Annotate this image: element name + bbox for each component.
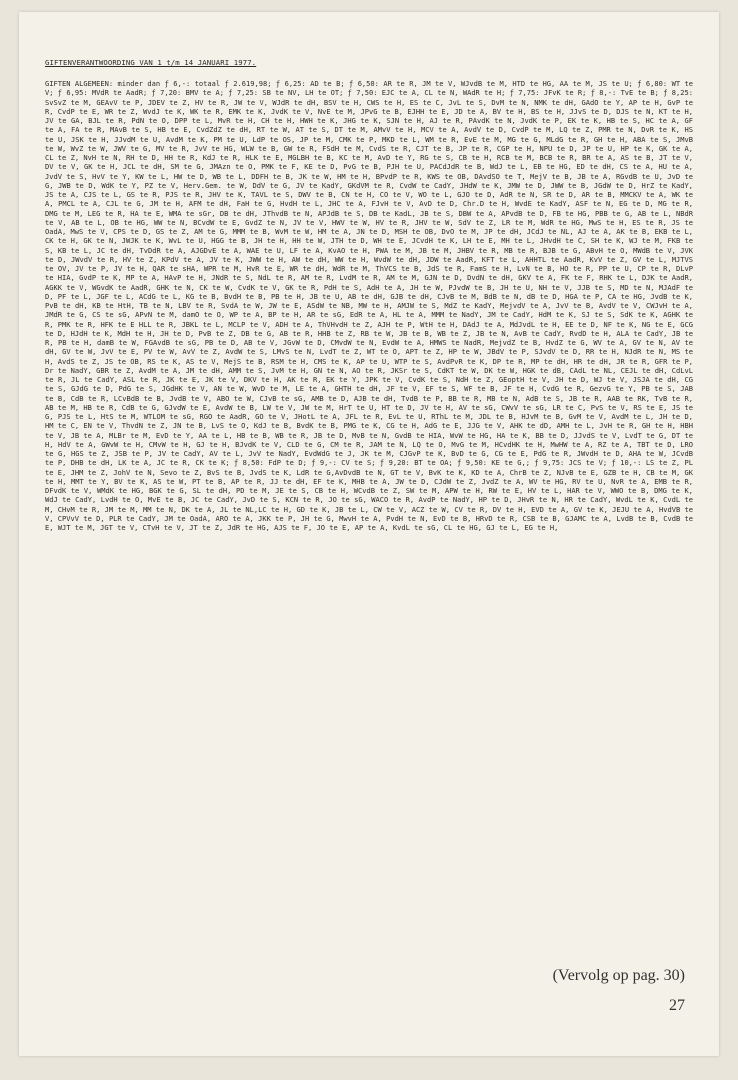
continued-note: (Vervolg op pag. 30) bbox=[552, 967, 685, 984]
page-title: GIFTENVERANTWOORDING VAN 1 t/m 14 JANUARI 1977. bbox=[45, 58, 257, 67]
page-number: 27 bbox=[669, 997, 685, 1014]
document-page bbox=[19, 12, 719, 1056]
donations-list: GIFTEN ALGEMEEN: minder dan ƒ 6,-: totaal ƒ 2.619,98; ƒ 6,25: AD te B; ƒ 6,50: AR te R, JM te V, WJvdB te M, HTD te HG, AA te M, JS te U; ƒ 6,80: WT te V; ƒ 6,95: MVdR te AadR; ƒ 7,20: BMV te A; ƒ 7,25: SB te NV, LH te OT; ƒ 7,50: EJC te A, CL te N, WAdR te H; ƒ 7,75: JFvK te R; ƒ 8,-: TvE te B; ƒ 8,25: SvSvZ te M, GEAvV te P, JDEV te Z, HV te R, JW te V, WJdR te dH, BSV te H, CWS te H, ES te C, JvL te S, DvM te N, NMK te dH, GAdO te Y, AP te H, GvP te R, CvdP te E, WR te Z, WvdJ te K, WK te R, EMK te K, JvdK te V, NvE te M, JPvG te B, EJHH te E, JD te A, BV te H, BS te H, JJvS te D, DJS te N, KT te H, JV te GA, BJL te R, PdN te O, DPP te L, MvR te H, CH te H, HWH te K, JHG te K, SJN te H, AJ te R, PAvdK te N, JvdK te P, EK te K, HB te S, HC te A, GF te A, FA te R, MAvB te S, HB te E, CvdZdZ te dH, RT te W, AT te S, DT te M, AMvV te H, MCV te A, AvdV te D, CvdP te M, LQ te Z, PMR te N, DvR te K, HS te U, JSK te H, JJvdM te U, AvdM te K, PM te U, LdP te OS, JP te M, CMK te P, MKD te L, WM te R, EvE te M, MG te G, MLdG te R, GH te H, ABA te S, JMvB te W, WvZ te W, JWV te G, MV te R, JvV te HG, WLW te B, GW te R, FSdH te M, CvdS te R, CJT te B, JP te R, CGP te H, NPU te D, JP te U, HP te K, GK te A, CL te Z, NvH te N, RH te D, HH te R, KdJ te R, HLK te E, MGLBH te B, KC te M, AvD te Y, RG te S, CB te H, RCB te M, BCB te R, BR te A, AS te B, JT te V, DV te V, GK te H, JCL te dH, SM te G, JMAzn te O, PMK te F, KE te D, PvG te B, PJH te U, PACdJdR te B, WdJ te L, EB te HG, ED te dH, CS te A, HU te A, JvdV te S, HvV te Y, KW te L, HW te D, WB te L, DDFH te B, JK te W, HM te H, BPvdP te R, KWS te OB, DAvdSO te T, MejV te B, JB te A, RGvdB te U, JvD te G, JWB te D, WdK te Y, PZ te V, Herv.Gem. te W, DdV te G, JV te KadY, GKdVM te R, CvdW te CadY, JHdW te K, JMW te D, JWW te B, JGdW te D, HrZ te KadY, JS te A, CJS te L, GS te R, PJS te R, JHV te K, TAVL te S, DWV te B, CN te H, CO te V, WO te L, GJO te D, AdR te N, SR te D, AR te B, MMCKV te A, WK te A, PMCL te A, CJL te G, JM te H, AFM te dH, FaH te G, HvdH te L, JHC te A, FJvH te V, AvD te D, Chr.D te H, WvdE te KadY, ASF te N, EG te D, MG te R, DMG te M, LEG te R, HA te E, WMA te sGr, DB te dH, JThvdB te N, APJdB te S, DB te KadL, JB te S, DBW te A, APvdB te D, FB te HG, PBB te G, AB te L, NBdR te V, AB te L, OB te HG, WW te N, BCvdW te E, GvdZ te N, JV te V, HWV te W, HV te R, JHV te W, SdV te Z, LR te M, WdR te HG, MwS te H, ES te R, JS te OadA, MwS te V, CPS te D, GS te Z, AM te G, MMM te B, WvM te W, HM te A, JN te D, MSH te OB, DvO te M, JP te dH, JCdJ te NL, AJ te A, AK te B, EKB te L, CK te H, GK te N, JWJK te K, WvL te U, HGG te B, JH te H, HH te W, JTH te D, WH te E, JCvdH te K, LH te E, MH te L, JHvdH te C, SH te K, WJ te M, FKB te S, KB te L, JC te dH, TvDdR te A, AJGDvE te A, WAE te U, LF te A, KvAO te H, PWA te M, JB te M, JHBV te R, MB te R, BJB te G, ABvH te O, MWdB te V, JVK te D, JWvdV te R, HV te Z, KPdV te A, JV te K, JWW te H, AW te dH, WW te H, WvdW te dH, JDW te AadR, KFT te L, AHHTL te AadR, KvV te Z, GV te L, MJTVS te OV, JV te P, JV te H, QAR te sHA, WPR te M, HvR te E, WR te dH, WdR te M, ThVCS te B, JdS te R, FamS te H, LvN te B, HO te R, PP te U, CP te R, DLvP te HIA, GvdP te K, MP te A, HAvP te H, JNdR te S, NdL te R, AM te R, LvdM te R, AM te M, GJN te D, DvdN te dH, GKV te A, FK te F, RHK te L, DJK te AadR, AGKK te V, WGvdK te AadR, GHK te N, CK te W, CvdK te V, GK te R, PdH te S, AdH te A, JH te W, PJvdW te B, JH te U, NH te V, JJB te S, MD te N, MJAdF te D, PF te L, JGF te L, ACdG te L, KG te B, BvdH te B, PB te H, JB te U, AB te dH, GJB te dH, CJvB te M, BdB te N, dB te D, HGA te P, CA te HG, JvdB te K, PvB te dH, KB te HtH, TB te N, LBV te R, SvdA te W, JW te E, ASdW te NB, MW te H, AMJW te S, MdZ te KadY, MejvdV te A, JvV te B, AvdV te V, CWJvH te A, JMdR te G, CS te sG, APvN te M, damO te O, WP te A, BP te H, AR te sG, EdR te A, HL te A, MMM te NadY, JM te CadY, HdM te K, SJ te S, SdK te K, AGHK te R, PMK te R, HFK te E HLL te R, JBKL te L, MCLP te V, ADH te A, ThVHvdH te Z, AJH te P, WtH te H, DAdJ te A, MdJvdL te H, EE te D, NF te K, NG te E, GCG te D, HJdH te K, MdH te H, JH te D, PvB te Z, DB te G, AB te R, HHB te Z, RB te W, JB te B, WB te Z, JB te N, AvB te CadY, RvdD te H, ALA te CadY, JB te R, PB te H, damB te W, FGAvdB te sG, PB te D, AB te V, JGvW te D, CMvdW te N, EvdW te A, HMWS te NadR, MejvdZ te B, HvdZ te G, WV te A, GV te N, AV te dH, GV te W, JvV te E, PV te W, AvV te Z, AvdW te S, LMvS te N, LvdT te Z, WT te O, APT te Z, HP te W, JBdV te P, SJvdV te D, RR te H, NJdR te N, MS te H, AvdS te Z, JS te OB, RS te K, AS te V, MejS te B, RSM te H, CMS te K, AP te U, WTP te S, AvdPvR te K, DP te R, MP te dH, HR te dH, JR te R, GFR te P, Dr te NadY, GBR te Z, AvdM te A, JM te dH, AMM te S, JvM te H, GN te N, AO te R, JKSr te S, CdKT te W, DK te W, HGK te dB, CAdL te NL, CEJL te dH, CdLvL te R, JL te CadY, ASL te R, JK te E, JK te V, DKV te H, AK te R, EK te Y, JPK te V, CvdK te S, NdH te Z, GEoptH te V, JH te D, WJ te V, JSJA te dH, CG te S, GJdG te D, PdG te S, JGdHK te V, AN te W, WvD te M, LE te A, GHTH te dH, JF te V, EF te S, WF te B, JF te H, CvdG te R, GezvG te Y, PB te S, JAB te B, CdB te R, LCvBdB te B, JvdB te V, ABO te W, CJvB te sG, AMB te D, AJB te dH, TvdB te P, BB te R, MB te N, AdB te S, JB te R, AAB te RK, TvB te R, AB te M, HB te R, CdB te G, GJvdW te E, AvdW te B, LW te V, JW te M, HrT te U, HT te D, JV te H, AV te sG, CWvV te sG, LR te C, PvS te V, RS te E, JS te G, PJS te L, HtS te M, WTLOM te sG, RGO te AadR, GO te V, JHotL te A, JFL te R, EvL te U, RThL te M, JDL te B, HJvM te B, GvM te V, AvdM te L, JH te D, HM te C, EN te V, ThvdN te Z, JN te B, LvS te O, KdJ te B, BvdK te B, PMG te K, CG te H, AdG te E, JJG te V, AHK te dD, AMH te L, JvH te R, GH te H, HBH te V, JB te A, MLBr te M, EvD te Y, AA te L, HB te B, WB te R, JB te D, MvB te N, GvdB te HIA, WvW te HG, HA te K, BB te D, JJvdS te V, LvdT te G, DT te H, HdV te A, GWvW te H, CMvW te H, GJ te H, BJvdK te V, CLD te G, CM te R, JAM te N, LQ te O, MvG te M, HCvdHK te H, MwHW te A, RZ te A, TBT te D, LRO te G, HGS te Z, JSB te P, JV te CadY, AV te L, JvV te NadY, EvdWdG te J, JK te M, CJGvP te K, BvD te G, CG te E, PdG te R, JWvdH te D, AHA te W, JCvdB te P, DHB te dH, LK te A, JC te R, CK te K; ƒ 8,50: FdP te D; ƒ 9,-: CV te S; ƒ 9,20: BT te OA; ƒ 9,50: KE te G,; ƒ 9,75: JCS te V; ƒ 10,-: LS te Z, PL te E, JHM te Z, JohV te N, Sevo te Z, BvS te B, JvdS te K, LdR te G,AvDvdB te N, GT te V, BvK te K, KD te A, ChrB te Z, NJvB te E, GZB te H, CB te M, GK te H, MMT te Y, BV te K, AS te W, PT te B, AP te R, JJ te dH, EF te K, MHB te A, JW te D, CJdW te Z, JvdZ te A, WV te HG, RV te U, NvR te A, EMB te R, DFvdK te V, WMdK te HG, BGK te G, SL te dH, PD te M, JE te S, CB te H, WCvdB te Z, SW te M, APW te H, RW te E, HV te L, HAR te V, WWO te B, DMG te K, WdJ te CadY, LvdH te O, MvE te B, JC te CadY, JvD te S, KCN te R, JO te sG, WACO te R, AvdP te NadY, HP te D, JHvR te N, HR te CadY, WvdL te K, CvdL te M, CHvM te R, JM te M, MM te N, DK te A, JL te NL,LC te H, GD te K, JB te L, CW te V, ACZ te W, CV te R, DV te H, EVD te A, GV te K, JEJU te A, HvdVB te V, CPVvV te D, PLR te CadY, JM te OadA, ARO te A, JKK te P, JH te G, MwvH te A, PvdH te N, EvD te B, HRvD te R, CSB te B, GJAMC te A, LvdB te B, CvdB te E, WJT te M, JGT te V, CTvH te V, JT te Z, JdR te HG, AJS te F, JO te E, AP te A, KvdL te sG, CL te HG, GJ te L, EG te H, bbox=[45, 79, 693, 532]
